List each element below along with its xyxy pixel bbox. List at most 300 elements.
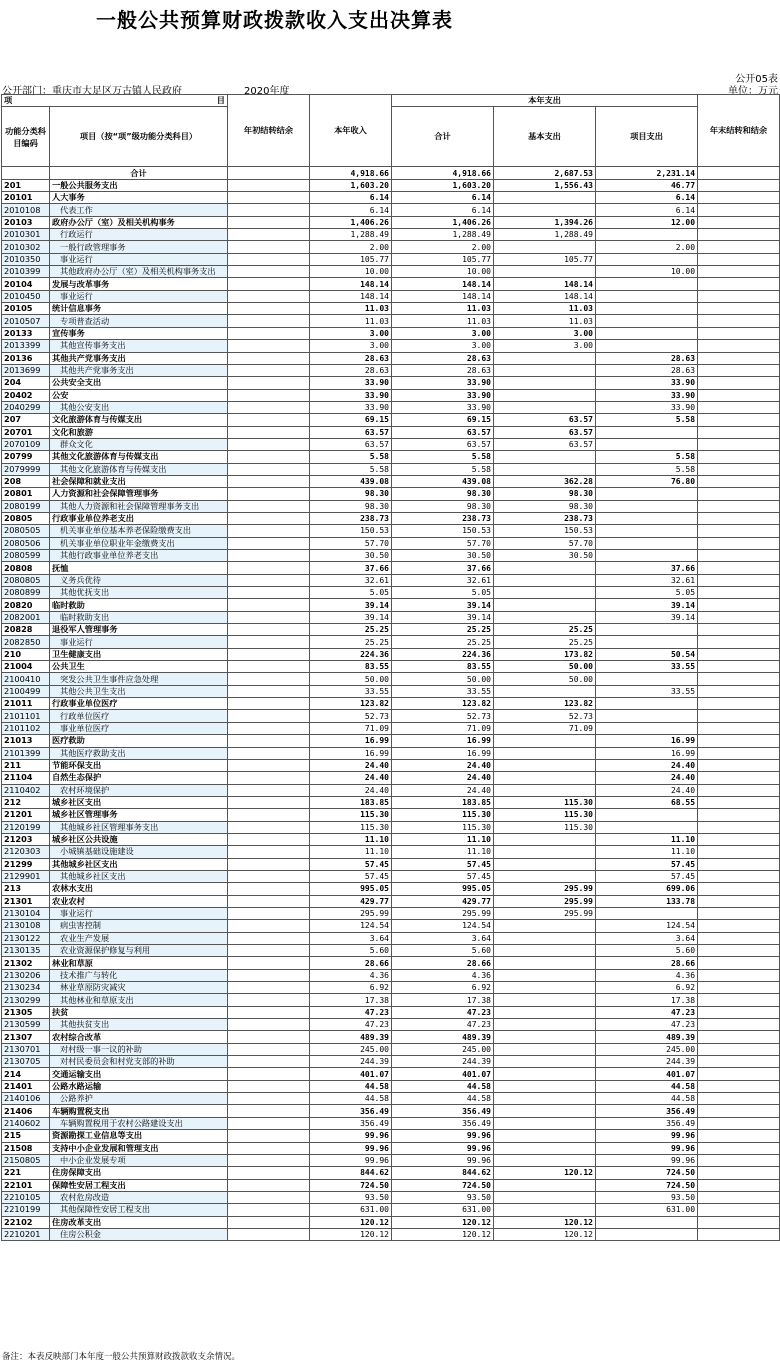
row-begin xyxy=(228,883,310,895)
row-begin xyxy=(228,475,310,487)
row-end xyxy=(698,389,780,401)
row-name: 抚恤 xyxy=(50,562,228,574)
row-project: 724.50 xyxy=(596,1167,698,1179)
row-end xyxy=(698,685,780,697)
row-project: 5.58 xyxy=(596,463,698,475)
row-code: 20402 xyxy=(2,389,50,401)
row-code: 2080599 xyxy=(2,550,50,562)
table-row xyxy=(2,698,780,710)
row-begin xyxy=(228,994,310,1006)
row-end xyxy=(698,512,780,524)
row-code: 20808 xyxy=(2,562,50,574)
table-row xyxy=(2,907,780,919)
row-begin xyxy=(228,870,310,882)
row-end xyxy=(698,1105,780,1117)
row-income: 245.00 xyxy=(310,1043,392,1055)
row-end xyxy=(698,303,780,315)
row-total: 120.12 xyxy=(392,1216,494,1228)
row-end xyxy=(698,1068,780,1080)
row-name: 其他城乡社区支出 xyxy=(50,858,228,870)
row-begin xyxy=(228,784,310,796)
row-name: 临时救助 xyxy=(50,599,228,611)
row-total: 24.40 xyxy=(392,759,494,771)
row-basic xyxy=(494,1191,596,1203)
row-code: 21508 xyxy=(2,1142,50,1154)
table-row xyxy=(2,278,780,290)
table-row xyxy=(2,253,780,265)
row-name: 其他文化旅游体育与传媒支出 xyxy=(50,463,228,475)
row-code: 2010302 xyxy=(2,241,50,253)
row-code: 2101101 xyxy=(2,710,50,722)
row-project xyxy=(596,673,698,685)
table-row xyxy=(2,772,780,784)
row-project: 4.36 xyxy=(596,969,698,981)
row-basic xyxy=(494,1179,596,1191)
row-name: 人力资源和社会保障管理事务 xyxy=(50,488,228,500)
row-begin xyxy=(228,747,310,759)
table-row xyxy=(2,982,780,994)
row-basic xyxy=(494,266,596,278)
row-total: 11.03 xyxy=(392,303,494,315)
row-code: 2120303 xyxy=(2,846,50,858)
row-total: 1,288.49 xyxy=(392,229,494,241)
row-code: 2130705 xyxy=(2,1056,50,1068)
row-project: 12.00 xyxy=(596,216,698,228)
row-end xyxy=(698,315,780,327)
row-total: 844.62 xyxy=(392,1167,494,1179)
row-begin xyxy=(228,1043,310,1055)
row-project: 356.49 xyxy=(596,1105,698,1117)
header-name: 项目（按“项”级功能分类科目） xyxy=(50,107,228,167)
row-total: 245.00 xyxy=(392,1043,494,1055)
row-project xyxy=(596,229,698,241)
table-row xyxy=(2,303,780,315)
row-name: 代表工作 xyxy=(50,204,228,216)
row-income: 5.60 xyxy=(310,945,392,957)
table-row xyxy=(2,722,780,734)
header-income: 本年收入 xyxy=(310,95,392,167)
row-code: 210 xyxy=(2,648,50,660)
table-row xyxy=(2,648,780,660)
row-total: 123.82 xyxy=(392,698,494,710)
row-end xyxy=(698,278,780,290)
row-end xyxy=(698,710,780,722)
row-basic: 115.30 xyxy=(494,796,596,808)
row-basic xyxy=(494,784,596,796)
row-begin xyxy=(228,574,310,586)
table-row xyxy=(2,994,780,1006)
table-row xyxy=(2,562,780,574)
row-end xyxy=(698,883,780,895)
row-end xyxy=(698,599,780,611)
row-basic: 98.30 xyxy=(494,488,596,500)
row-begin xyxy=(228,759,310,771)
row-begin xyxy=(228,1130,310,1142)
total-basic: 2,687.53 xyxy=(494,167,596,179)
row-begin xyxy=(228,512,310,524)
table-row xyxy=(2,389,780,401)
row-total: 5.05 xyxy=(392,587,494,599)
row-total: 69.15 xyxy=(392,414,494,426)
row-income: 98.30 xyxy=(310,500,392,512)
row-total: 16.99 xyxy=(392,735,494,747)
row-project: 99.96 xyxy=(596,1130,698,1142)
row-project: 10.00 xyxy=(596,266,698,278)
row-code: 2010108 xyxy=(2,204,50,216)
row-project: 93.50 xyxy=(596,1191,698,1203)
row-code: 2130299 xyxy=(2,994,50,1006)
table-row xyxy=(2,957,780,969)
row-project xyxy=(596,278,698,290)
row-begin xyxy=(228,426,310,438)
table-row xyxy=(2,710,780,722)
row-income: 11.10 xyxy=(310,833,392,845)
row-code: 2140602 xyxy=(2,1117,50,1129)
row-total: 50.00 xyxy=(392,673,494,685)
row-name: 卫生健康支出 xyxy=(50,648,228,660)
row-basic xyxy=(494,920,596,932)
table-row xyxy=(2,759,780,771)
row-total: 238.73 xyxy=(392,512,494,524)
row-code: 2013399 xyxy=(2,340,50,352)
row-total: 1,406.26 xyxy=(392,216,494,228)
row-project: 33.90 xyxy=(596,401,698,413)
table-row xyxy=(2,1130,780,1142)
table-row xyxy=(2,920,780,932)
row-end xyxy=(698,833,780,845)
row-code: 20133 xyxy=(2,327,50,339)
total-project: 2,231.14 xyxy=(596,167,698,179)
row-begin xyxy=(228,821,310,833)
row-project: 401.07 xyxy=(596,1068,698,1080)
row-basic: 30.50 xyxy=(494,550,596,562)
row-project xyxy=(596,1216,698,1228)
row-name: 扶贫 xyxy=(50,1006,228,1018)
row-name: 统计信息事务 xyxy=(50,303,228,315)
row-begin xyxy=(228,772,310,784)
row-basic: 173.82 xyxy=(494,648,596,660)
row-project: 24.40 xyxy=(596,772,698,784)
row-name: 对村级一事一议的补助 xyxy=(50,1043,228,1055)
table-row xyxy=(2,1204,780,1216)
row-begin xyxy=(228,1117,310,1129)
row-project: 24.40 xyxy=(596,759,698,771)
row-begin xyxy=(228,982,310,994)
row-total: 24.40 xyxy=(392,784,494,796)
row-begin xyxy=(228,920,310,932)
row-begin xyxy=(228,303,310,315)
row-end xyxy=(698,229,780,241)
row-total: 115.30 xyxy=(392,809,494,821)
row-income: 6.92 xyxy=(310,982,392,994)
row-project: 724.50 xyxy=(596,1179,698,1191)
row-total: 33.90 xyxy=(392,389,494,401)
row-total: 25.25 xyxy=(392,636,494,648)
row-income: 99.96 xyxy=(310,1142,392,1154)
table-row xyxy=(2,1216,780,1228)
row-total: 10.00 xyxy=(392,266,494,278)
row-income: 1,288.49 xyxy=(310,229,392,241)
row-begin xyxy=(228,377,310,389)
table-row xyxy=(2,451,780,463)
row-end xyxy=(698,414,780,426)
row-end xyxy=(698,796,780,808)
row-end xyxy=(698,1043,780,1055)
row-name: 其他城乡社区支出 xyxy=(50,870,228,882)
row-project: 33.55 xyxy=(596,685,698,697)
row-end xyxy=(698,920,780,932)
row-begin xyxy=(228,1191,310,1203)
row-income: 63.57 xyxy=(310,426,392,438)
row-income: 33.55 xyxy=(310,685,392,697)
row-code: 211 xyxy=(2,759,50,771)
row-project: 244.39 xyxy=(596,1056,698,1068)
row-project: 6.14 xyxy=(596,204,698,216)
table-row xyxy=(2,488,780,500)
row-code: 20101 xyxy=(2,192,50,204)
row-income: 28.63 xyxy=(310,364,392,376)
row-name: 农业资源保护修复与利用 xyxy=(50,945,228,957)
row-basic: 148.14 xyxy=(494,278,596,290)
row-total: 3.64 xyxy=(392,932,494,944)
row-name: 临时救助支出 xyxy=(50,611,228,623)
row-total: 3.00 xyxy=(392,327,494,339)
table-row xyxy=(2,414,780,426)
table-row xyxy=(2,747,780,759)
row-basic: 120.12 xyxy=(494,1228,596,1240)
row-code: 2130599 xyxy=(2,1019,50,1031)
row-project: 6.14 xyxy=(596,192,698,204)
row-income: 356.49 xyxy=(310,1105,392,1117)
row-income: 30.50 xyxy=(310,550,392,562)
row-end xyxy=(698,611,780,623)
row-income: 24.40 xyxy=(310,772,392,784)
row-code: 21104 xyxy=(2,772,50,784)
row-end xyxy=(698,661,780,673)
row-project: 47.23 xyxy=(596,1006,698,1018)
row-begin xyxy=(228,1056,310,1068)
row-basic: 71.09 xyxy=(494,722,596,734)
row-name: 城乡社区管理事务 xyxy=(50,809,228,821)
row-begin xyxy=(228,710,310,722)
row-name: 一般公共服务支出 xyxy=(50,179,228,191)
row-basic xyxy=(494,1043,596,1055)
row-basic xyxy=(494,587,596,599)
row-name: 农村危房改造 xyxy=(50,1191,228,1203)
row-name: 突发公共卫生事件应急处理 xyxy=(50,673,228,685)
row-name: 退役军人管理事务 xyxy=(50,624,228,636)
row-basic xyxy=(494,833,596,845)
row-basic xyxy=(494,204,596,216)
row-project: 5.60 xyxy=(596,945,698,957)
row-name: 机关事业单位基本养老保险缴费支出 xyxy=(50,525,228,537)
row-name: 资源勘探工业信息等支出 xyxy=(50,1130,228,1142)
table-row xyxy=(2,1167,780,1179)
row-income: 244.39 xyxy=(310,1056,392,1068)
table-row xyxy=(2,401,780,413)
row-name: 农林水支出 xyxy=(50,883,228,895)
row-basic: 25.25 xyxy=(494,636,596,648)
row-code: 2010507 xyxy=(2,315,50,327)
row-project: 356.49 xyxy=(596,1117,698,1129)
table-row xyxy=(2,883,780,895)
table-row xyxy=(2,512,780,524)
row-total: 439.08 xyxy=(392,475,494,487)
row-project: 46.77 xyxy=(596,179,698,191)
table-row xyxy=(2,340,780,352)
row-total: 401.07 xyxy=(392,1068,494,1080)
row-name: 专项普查活动 xyxy=(50,315,228,327)
row-end xyxy=(698,204,780,216)
row-project: 5.05 xyxy=(596,587,698,599)
total-spend: 4,918.66 xyxy=(392,167,494,179)
row-name: 文化和旅游 xyxy=(50,426,228,438)
row-basic: 115.30 xyxy=(494,821,596,833)
table-row xyxy=(2,426,780,438)
row-income: 5.58 xyxy=(310,451,392,463)
row-name: 其他公共卫生支出 xyxy=(50,685,228,697)
row-begin xyxy=(228,1216,310,1228)
row-project: 11.10 xyxy=(596,833,698,845)
row-project xyxy=(596,537,698,549)
row-begin xyxy=(228,278,310,290)
row-project: 16.99 xyxy=(596,735,698,747)
table-row xyxy=(2,1142,780,1154)
row-end xyxy=(698,1191,780,1203)
row-name: 行政单位医疗 xyxy=(50,710,228,722)
row-end xyxy=(698,426,780,438)
row-basic: 63.57 xyxy=(494,438,596,450)
table-row xyxy=(2,858,780,870)
row-end xyxy=(698,784,780,796)
row-basic xyxy=(494,1006,596,1018)
total-row xyxy=(2,167,780,179)
row-end xyxy=(698,525,780,537)
form-number: 公开05表 xyxy=(735,74,778,85)
row-project: 6.92 xyxy=(596,982,698,994)
row-code: 2130206 xyxy=(2,969,50,981)
row-basic xyxy=(494,463,596,475)
row-code: 2101399 xyxy=(2,747,50,759)
header-code: 功能分类科目编码 xyxy=(2,107,50,167)
row-code: 201 xyxy=(2,179,50,191)
row-end xyxy=(698,488,780,500)
row-name: 农业生产发展 xyxy=(50,932,228,944)
row-income: 47.23 xyxy=(310,1019,392,1031)
row-begin xyxy=(228,216,310,228)
row-end xyxy=(698,216,780,228)
row-total: 120.12 xyxy=(392,1228,494,1240)
table-row xyxy=(2,229,780,241)
row-income: 115.30 xyxy=(310,809,392,821)
row-end xyxy=(698,401,780,413)
row-begin xyxy=(228,229,310,241)
row-code: 20828 xyxy=(2,624,50,636)
row-total: 32.61 xyxy=(392,574,494,586)
row-begin xyxy=(228,957,310,969)
row-income: 63.57 xyxy=(310,438,392,450)
row-income: 93.50 xyxy=(310,1191,392,1203)
row-income: 224.36 xyxy=(310,648,392,660)
row-end xyxy=(698,364,780,376)
row-income: 57.70 xyxy=(310,537,392,549)
row-project: 39.14 xyxy=(596,611,698,623)
row-total: 28.63 xyxy=(392,352,494,364)
row-code: 21302 xyxy=(2,957,50,969)
row-basic xyxy=(494,352,596,364)
row-total: 6.14 xyxy=(392,192,494,204)
row-code: 213 xyxy=(2,883,50,895)
row-begin xyxy=(228,945,310,957)
table-row xyxy=(2,661,780,673)
row-end xyxy=(698,809,780,821)
row-name: 事业运行 xyxy=(50,290,228,302)
row-income: 3.00 xyxy=(310,327,392,339)
row-name: 城乡社区公共设施 xyxy=(50,833,228,845)
row-code: 2130108 xyxy=(2,920,50,932)
row-income: 3.64 xyxy=(310,932,392,944)
row-begin xyxy=(228,1080,310,1092)
row-code: 20801 xyxy=(2,488,50,500)
row-income: 356.49 xyxy=(310,1117,392,1129)
row-begin xyxy=(228,722,310,734)
row-code: 2130122 xyxy=(2,932,50,944)
row-begin xyxy=(228,1068,310,1080)
row-total: 39.14 xyxy=(392,611,494,623)
row-basic: 1,556.43 xyxy=(494,179,596,191)
row-code: 20104 xyxy=(2,278,50,290)
row-code: 21013 xyxy=(2,735,50,747)
row-begin xyxy=(228,550,310,562)
row-name: 其他宣传事务支出 xyxy=(50,340,228,352)
row-begin xyxy=(228,364,310,376)
row-income: 295.99 xyxy=(310,907,392,919)
row-income: 69.15 xyxy=(310,414,392,426)
row-end xyxy=(698,821,780,833)
row-begin xyxy=(228,636,310,648)
row-begin xyxy=(228,648,310,660)
row-begin xyxy=(228,833,310,845)
row-basic xyxy=(494,957,596,969)
row-end xyxy=(698,1080,780,1092)
row-project xyxy=(596,340,698,352)
row-begin xyxy=(228,1179,310,1191)
table-row xyxy=(2,574,780,586)
row-end xyxy=(698,722,780,734)
row-income: 57.45 xyxy=(310,870,392,882)
row-basic xyxy=(494,192,596,204)
row-name: 车辆购置税支出 xyxy=(50,1105,228,1117)
row-name: 林业草原防灾减灾 xyxy=(50,982,228,994)
row-name: 农村综合改革 xyxy=(50,1031,228,1043)
row-end xyxy=(698,377,780,389)
table-row xyxy=(2,969,780,981)
row-begin xyxy=(228,266,310,278)
row-begin xyxy=(228,1204,310,1216)
row-project: 133.78 xyxy=(596,895,698,907)
row-name: 林业和草原 xyxy=(50,957,228,969)
row-total: 6.14 xyxy=(392,204,494,216)
row-basic: 63.57 xyxy=(494,426,596,438)
row-end xyxy=(698,179,780,191)
row-begin xyxy=(228,735,310,747)
header-item: 项 目 xyxy=(2,95,228,107)
row-name: 车辆购置税用于农村公路建设支出 xyxy=(50,1117,228,1129)
row-basic xyxy=(494,1154,596,1166)
row-income: 32.61 xyxy=(310,574,392,586)
row-end xyxy=(698,1130,780,1142)
row-project: 44.58 xyxy=(596,1093,698,1105)
